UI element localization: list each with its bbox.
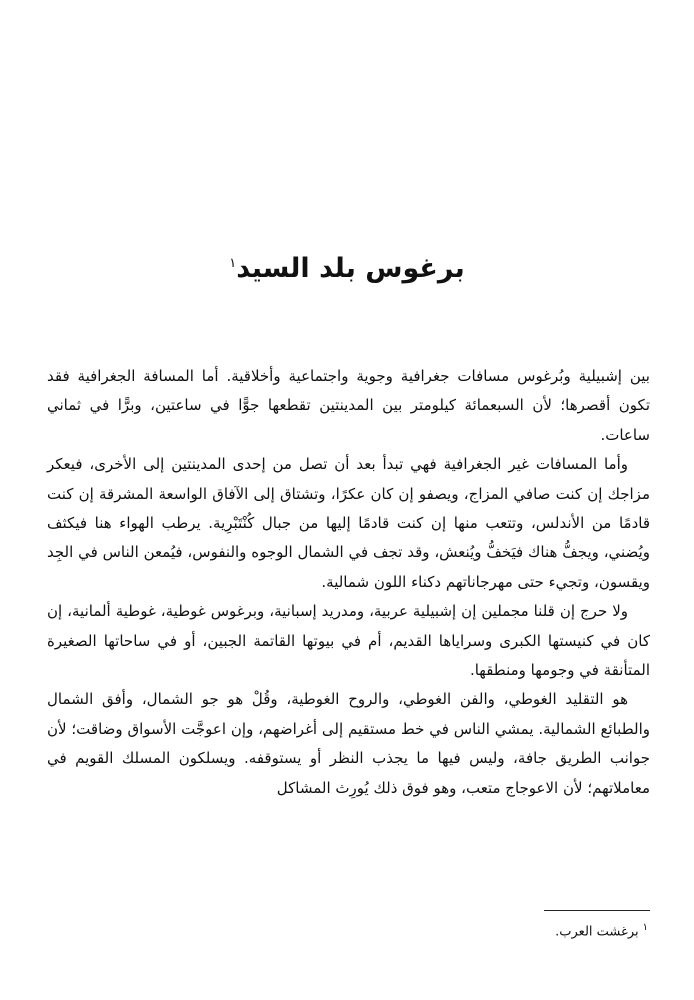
paragraph-3: ولا حرج إن قلنا مجملين إن إشبيلية عربية، ومدريد إسبانية، وبرغوس غوطية، غوطية ألمانية، إن كان في كنيستها الكبرى وسراياها القديم، أم في بيوتها القاتمة الجبين، أو في ساحاتها الصغيرة المتأنقة في وجومها ومنطقها. (47, 602, 650, 680)
paragraph-2: وأما المسافات غير الجغرافية فهي تبدأ بعد أن تصل من إحدى المدينتين إلى الأخرى، فيعكر مزاجك إن كنت صافي المزاج، ويصفو إن كان عكرًا، وتشتاق إلى الآفاق الواسعة المشرقة إن كنت قادمًا من الأندلس، وتتعب منها إن كنت قادمًا إليها من جبال كُنْتَبْرِية. يرطب الهواء هنا فيكثف ويُضني، ويجفُّ هناك فيَخفُّ ويُنعش، وقد تجف في الشمال الوجوه والنفوس، فيُمعن الناس في الجِد ويقسون، وتجيء حتى مهرجاناتهم دكناء اللون شمالية. (47, 455, 650, 591)
paragraph-4: هو التقليد الغوطي، والفن الغوطي، والروح الغوطية، وقُلْ هو جو الشمال، وأفق الشمال والطبائع الشمالية. يمشي الناس في خط مستقيم إلى أغراضهم، وإن اعوجَّت الأسواق وضاقت؛ لأن جوانب الطريق جافة، وليس فيها ما يجذب النظر أو يستوقفه. ويسلكون المسلك القويم في معاملاتهم؛ لأن الاعوجاج متعب، وهو فوق ذلك يُورِث المشاكل (47, 690, 650, 797)
footnote-text: برغشت العرب. (555, 924, 639, 940)
footnote (348, 918, 648, 942)
title-footnote-marker: ١ (229, 256, 237, 272)
footnote-divider (544, 910, 650, 911)
body-text (47, 362, 650, 803)
chapter-title (0, 244, 694, 289)
chapter-title-text: برغوس بلد السيد (236, 253, 465, 285)
footnote-marker: ١ (642, 922, 648, 933)
paragraph-1: بين إشبيلية وبُرغوس مسافات جغرافية وجوية واجتماعية وأخلاقية. أما المسافة الجغرافية فقد تكون أقصرها؛ لأن السبعمائة كيلومتر بين المدينتين تقطعها جوًّا في ساعتين، وبرًّا في ثماني ساعات. (47, 367, 650, 444)
